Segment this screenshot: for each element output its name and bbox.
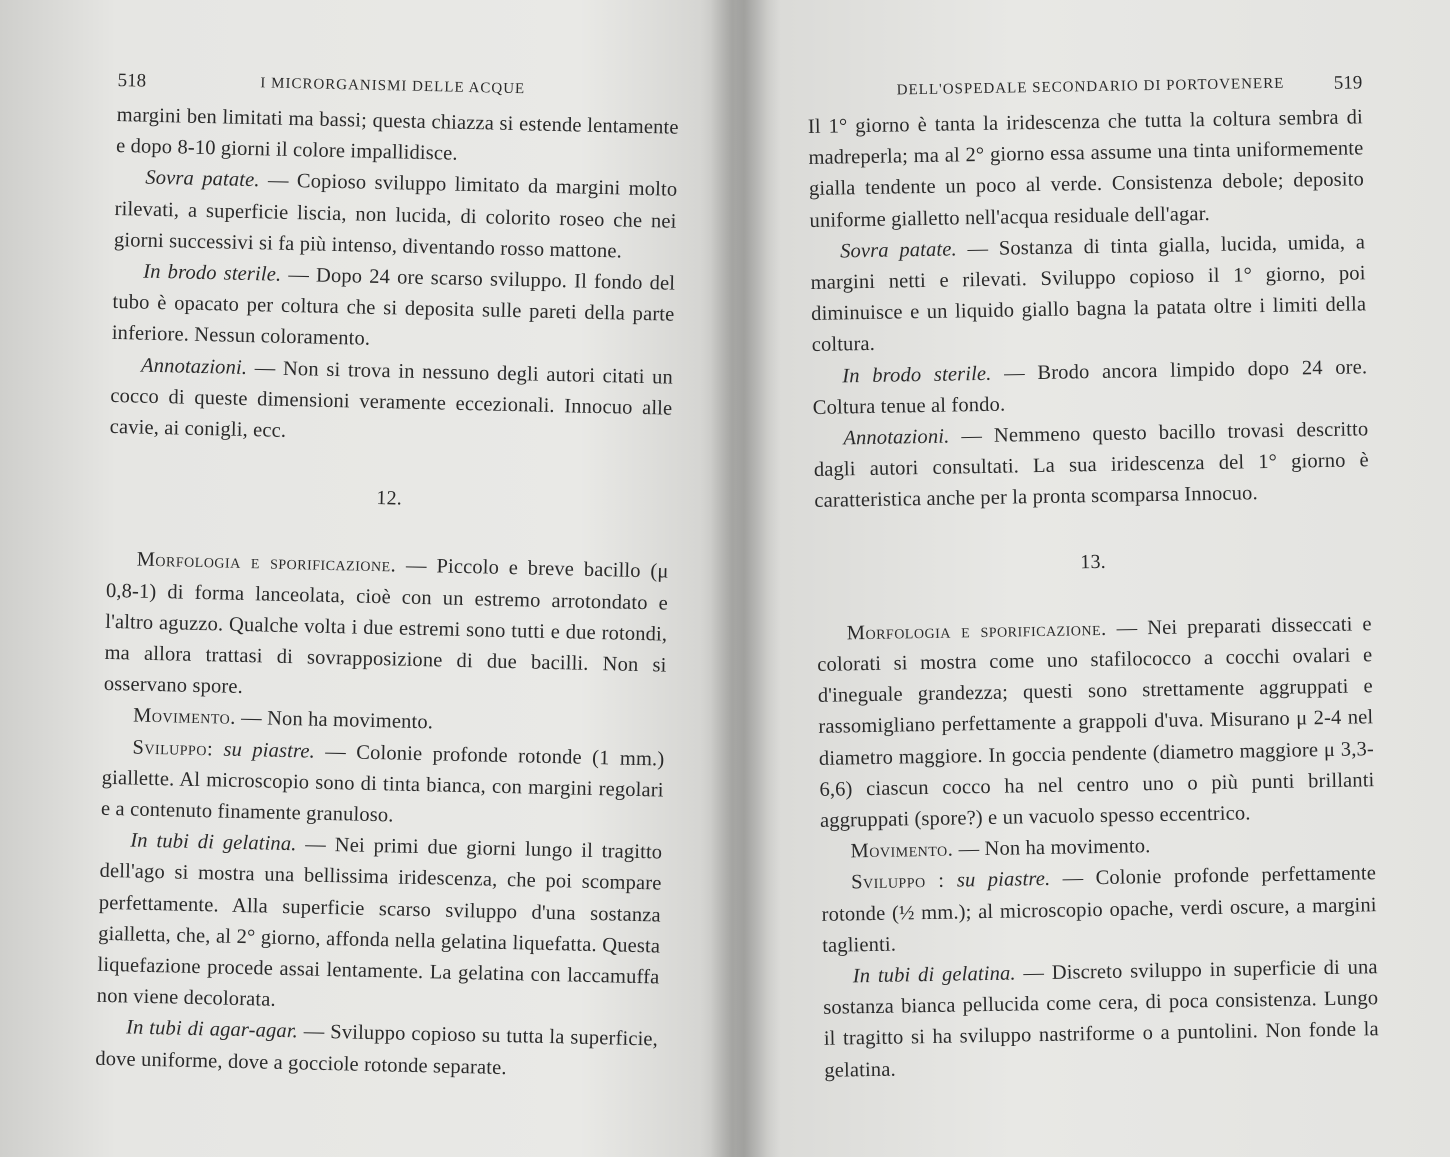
paragraph: In tubi di gelatina. — Nei primi due giorni lungo il tragitto dell'ago si mostra una bellissima iridescenza, che poi scompare perfettamente. Alla superficie scarso sviluppo d'una sostanza gialletta, che, al 2° giorno, affonda nella gelatina liquefatta. Questa liquefazione procede assai lentamente. La gelatina con laccamuffa non viene decolorata. — [96, 829, 663, 1012]
paragraph: Sviluppo: su piastre. — Colonie profonde rotonde (1 mm.) giallette. Al microscopio sono di tinta bianca, con margini regolari e a contenuto finamente granuloso. — [100, 736, 665, 827]
paragraph: Morfologia e sporificazione. — Piccolo e breve bacillo (μ 0,8-1) di forma lanceolata, cioè con un estremo arrotondato e l'altro aguzzo. Qualche volta i due estremi sono tutti e due rotondi, ma allora trattasi di sovrapposizione di due bacilli. Non si osservano spore. — [103, 548, 669, 699]
paragraph: Il 1° giorno è tanta la iridescenza che tutta la coltura sembra di madreperla; ma al 2° giorno essa assume una tinta uniformemente gialla tendente un poco al verde. Consistenza debole; deposito uniforme gialletto nell'acqua residuale dell'agar. — [807, 106, 1365, 232]
running-title: I MICRORGANISMI DELLE ACQUE — [260, 75, 526, 98]
paragraph: Annotazioni. — Nemmeno questo bacillo trovasi descritto dagli autori consultati. La sua iridescenza del 1° giorno è caratteristica anche per la pronta scomparsa Innocuo. — [813, 418, 1370, 513]
running-title: DELL'OSPEDALE SECONDARIO DI PORTOVENERE — [896, 75, 1285, 99]
left-page-content — [95, 62, 680, 1087]
paragraph: margini ben limitati ma bassi; questa chiazza si estende lentamente e dopo 8-10 giorni il colore impallidisce. — [115, 103, 679, 165]
paragraph: Movimento. — Non ha movimento. — [850, 835, 1151, 863]
paragraph: In brodo sterile. — Brodo ancora limpido dopo 24 ore. Coltura tenue al fondo. — [812, 355, 1368, 419]
paragraph: Movimento. — Non ha movimento. — [132, 704, 434, 734]
paragraph: Annotazioni. — Non si trova in nessuno degli autori citati un cocco di queste dimensioni veramente eccezionali. Innocuo alle cavie, ai conigli, ecc. — [109, 354, 674, 442]
page-number: 518 — [117, 69, 147, 92]
paragraph: In tubi di gelatina. — Discreto sviluppo in superficie di una sostanza bianca pellucida come cera, di poca consistenza. Lungo il tragitto si ha sviluppo nastriforme o a puntolini. Non fonde la gelatina. — [823, 956, 1379, 1082]
right-page-header — [807, 64, 1363, 108]
paragraph: Sovra patate. — Sostanza di tinta gialla, lucida, umida, a margini netti e rilevati. Sviluppo copioso il 1° giorno, poi diminuisce e un liquido giallo bagna la patata oltre i limiti della coltura. — [810, 231, 1367, 357]
paragraph: Morfologia e sporificazione. — Nei preparati disseccati e colorati si mostra come uno stafilococco a cocchi ovalari e d'ineguale grandezza; questi sono strettamente aggruppati e rassomigliano perfettamente a grappoli d'uva. Misurano μ 2-4 nel diametro maggiore. In goccia pendente (diametro maggiore μ 3,3-6,6) ciascun cocco ha nel centro uno o più punti brillanti aggruppati (spore?) e un vacuolo spesso eccentrico. — [817, 613, 1375, 832]
paragraph: Sviluppo : su piastre. — Colonie profonde perfettamente rotonde (½ mm.); al microscopio opache, verdi oscure, a margini taglienti. — [821, 862, 1377, 957]
section-number: 12. — [376, 487, 403, 510]
paragraph: Sovra patate. — Copioso sviluppo limitato da margini molto rilevati, a superficie liscia, non lucida, di colorito roseo che nei giorni successivi si fa più intenso, diventando rosso mattone. — [113, 167, 678, 263]
right-page — [745, 0, 1450, 1157]
paragraph: In tubi di agar-agar. — Sviluppo copioso su tutta la superficie, dove uniforme, dove a gocciole rotonde separate. — [95, 1016, 659, 1079]
section-number: 13. — [1080, 550, 1106, 573]
right-page-content — [807, 64, 1380, 1086]
paragraph: In brodo sterile. — Dopo 24 ore scarso sviluppo. Il fondo del tubo è opacato per coltura che si deposita sulle pareti della parte inferiore. Nessun coloramento. — [111, 260, 676, 351]
page-number: 519 — [1333, 72, 1363, 94]
